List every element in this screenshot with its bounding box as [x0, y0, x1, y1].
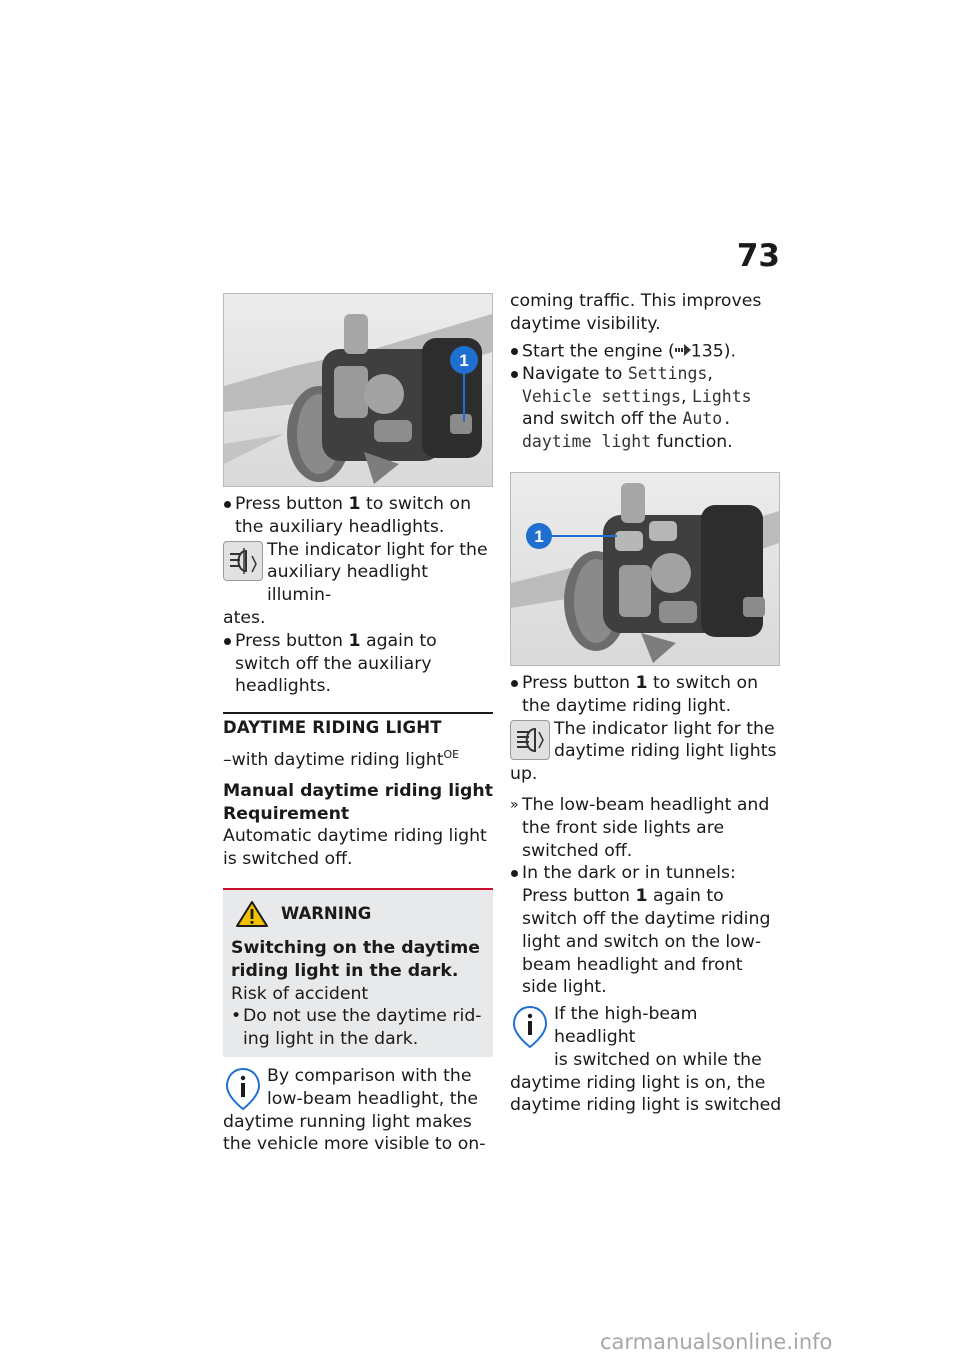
indicator-text: The indicator light for the — [554, 718, 775, 739]
note-text: is switched on while the — [554, 1049, 762, 1070]
handlebar-switch-photo-auxiliary — [223, 293, 493, 487]
separator: , — [707, 363, 713, 384]
step-text: In the dark or in tunnels: Press button — [522, 863, 736, 907]
warning-item-text: Do not use the daytime rid-ing light in the dark. — [243, 1006, 482, 1050]
warning-title: Switching on the daytime riding light in the dark. — [231, 937, 480, 981]
menu-path-vehicle-settings: Vehicle settings — [522, 386, 681, 406]
left-column — [223, 293, 493, 1156]
result-low-beam-off — [510, 794, 782, 862]
page-ref-arrow-icon — [675, 340, 691, 363]
indicator-text: The indicator light for the — [267, 539, 488, 560]
step-switch-off-aux — [223, 630, 493, 698]
step-text: function. — [651, 432, 733, 453]
step-text: to switch on the daytime riding light. — [522, 672, 759, 716]
info-note — [223, 1065, 493, 1156]
info-icon — [225, 1067, 261, 1111]
right-column — [510, 290, 782, 1117]
step-text: Press button — [235, 630, 349, 651]
note-text: If the high-beam headlight — [554, 1004, 698, 1047]
step-dark-tunnels — [510, 862, 782, 999]
aux-indicator-note — [223, 539, 493, 630]
button-ref: 1 — [348, 494, 361, 514]
indicator-text: daytime riding light lights — [554, 741, 777, 762]
step-text: Navigate to — [522, 363, 628, 384]
menu-path-auto-daytime-light: Auto. daytime light — [522, 409, 733, 452]
option-line — [223, 744, 493, 772]
option-text: –with daytime riding light — [223, 749, 444, 770]
step-text: ). — [723, 341, 736, 361]
indicator-text: up. — [510, 764, 538, 785]
auxiliary-headlight-icon — [223, 541, 263, 581]
section-heading: DAYTIME RIDING LIGHT — [223, 718, 442, 738]
page-number: 73 — [736, 238, 780, 274]
step-navigate — [510, 363, 782, 454]
step-text: and switch off the — [522, 409, 683, 430]
info-icon — [512, 1005, 548, 1049]
requirement-text: Automatic daytime riding light is switched off. — [223, 826, 487, 870]
step-text: Start the engine ( — [522, 341, 675, 361]
button-ref: 1 — [635, 886, 648, 907]
step-text: again to switch off the auxiliary headlights. — [235, 630, 437, 697]
note-text: daytime running light makes the vehicle more visible to on- — [223, 1111, 486, 1155]
warning-triangle-icon — [235, 900, 269, 928]
indicator-text: auxiliary headlight illumin- — [267, 562, 429, 606]
step-text: Press button — [522, 672, 636, 693]
menu-path-lights: Lights — [691, 386, 752, 406]
note-text: By comparison with the — [267, 1065, 472, 1086]
info-note-high-beam — [510, 1003, 782, 1117]
note-text: low-beam headlight, the — [267, 1088, 479, 1109]
step-switch-on-daytime — [510, 672, 782, 718]
step-start-engine — [510, 340, 782, 363]
section-rule — [223, 712, 493, 714]
subheading-manual: Manual daytime riding light — [223, 780, 493, 801]
watermark: carmanualsonline.info — [600, 1330, 833, 1354]
result-text: The low-beam headlight and the front side lights are switched off. — [522, 794, 770, 861]
step-text: again to switch off the daytime riding light and switch on the low-beam headlight and front side light. — [522, 886, 771, 998]
step-text: Press button — [235, 494, 349, 514]
warning-risk: Risk of accident — [231, 983, 369, 1004]
menu-path-settings: Settings — [627, 363, 708, 383]
daytime-riding-light-icon — [510, 720, 550, 760]
warning-box — [223, 888, 493, 1057]
requirement-heading: Requirement — [223, 803, 350, 824]
warning-label: WARNING — [281, 904, 372, 924]
step-switch-on-aux — [223, 493, 493, 539]
bullet-mark: • — [231, 1006, 242, 1027]
warning-item — [231, 1005, 485, 1051]
result-mark: » — [510, 796, 519, 813]
continuation-text: coming traffic. This improves daytime visibility. — [510, 291, 762, 334]
note-text: daytime riding light is on, the daytime riding light is switched — [510, 1072, 782, 1116]
oe-marker: OE — [443, 748, 460, 762]
handlebar-switch-photo-daytime — [510, 472, 780, 666]
warning-header — [231, 900, 485, 928]
separator: , — [680, 386, 687, 407]
button-ref: 1 — [635, 672, 648, 693]
step-text: to switch on the auxiliary headlights. — [235, 494, 472, 537]
callout-1-label: 1 — [534, 526, 544, 546]
daytime-indicator-note — [510, 718, 782, 786]
page-ref: 135 — [690, 341, 724, 361]
callout-1-label: 1 — [459, 351, 469, 370]
button-ref: 1 — [348, 630, 361, 651]
indicator-text: ates. — [223, 607, 266, 628]
